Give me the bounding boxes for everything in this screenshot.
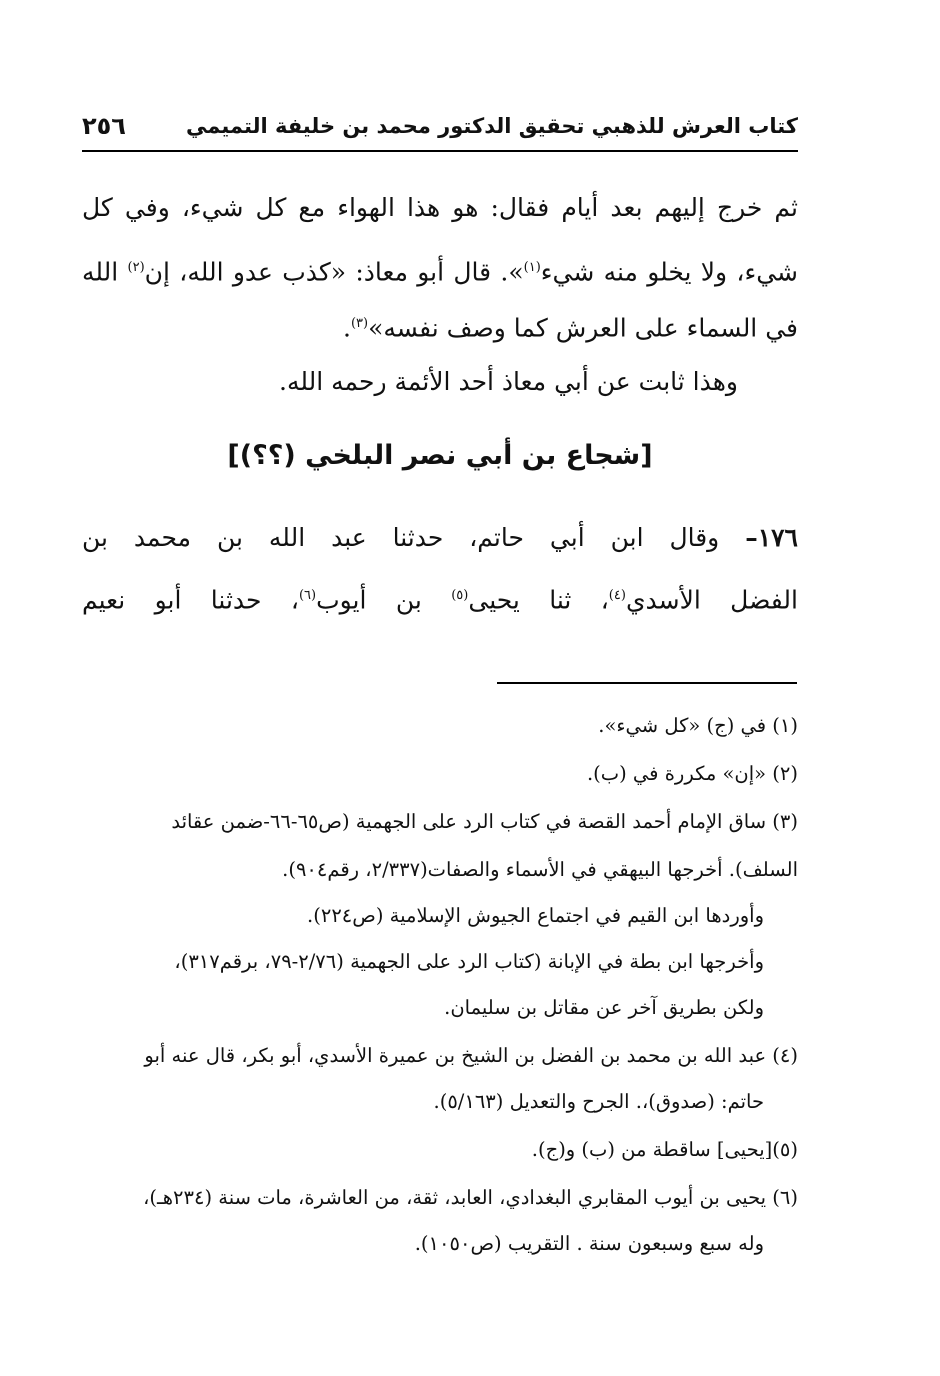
body-line-6 xyxy=(82,576,798,620)
footnote-ref-5[interactable]: (٥) xyxy=(451,588,469,603)
page-number: ٢٥٦ xyxy=(82,112,126,140)
footnote-separator xyxy=(497,682,797,684)
body-text: في السماء على العرش كما وصف نفسه» xyxy=(368,313,798,343)
body-text: ، ثنا يحيى xyxy=(468,585,609,615)
body-line-3 xyxy=(82,304,798,348)
footnote-4-line-2: حاتم: (صدوق)،. الجرح والتعديل (٥/١٦٣). xyxy=(433,1090,764,1113)
body-text: وقال ابن أبي حاتم، حدثنا عبد الله بن محمد بن xyxy=(82,523,746,552)
body-text: بن أيوب xyxy=(316,585,452,615)
footnote-ref-2[interactable]: (٢) xyxy=(127,260,145,275)
footnote-3-line-3: وأوردها ابن القيم في اجتماع الجيوش الإسلامية (ص٢٢٤). xyxy=(307,904,764,927)
body-text: الله xyxy=(82,257,128,287)
body-text: ». قال أبو معاذ: «كذب عدو الله، إن xyxy=(144,257,524,287)
footnote-2: (٢) «إن» مكررة في (ب). xyxy=(586,762,798,785)
footnote-6-line-2: وله سبع وسبعون سنة . التقريب (ص١٠٥٠). xyxy=(414,1232,764,1255)
body-text: الفضل الأسدي xyxy=(625,585,798,615)
body-text: . xyxy=(343,313,351,343)
body-line-2 xyxy=(82,248,798,292)
body-text: وهذا ثابت عن أبي معاذ أحد الأئمة رحمه الله. xyxy=(279,367,738,396)
footnote-4-line-1: (٤) عبد الله بن محمد بن الفضل بن الشيخ بن عميرة الأسدي، أبو بكر، قال عنه أبو xyxy=(144,1044,798,1067)
page-header xyxy=(82,104,798,148)
footnote-5: (٥)[يحيى] ساقطة من (ب) و(ج). xyxy=(531,1138,798,1161)
footnote-3-line-4: وأخرجها ابن بطة في الإبانة (كتاب الرد على الجهمية (٢/٧٦-٧٩، برقم٣١٧)، xyxy=(174,950,764,973)
body-line-5 xyxy=(82,518,798,558)
footnote-ref-1[interactable]: (١) xyxy=(523,260,541,275)
item-number: ١٧٦– xyxy=(745,523,798,552)
body-line-1 xyxy=(82,188,798,228)
footnote-3-line-5: ولكن بطريق آخر عن مقاتل بن سليمان. xyxy=(444,996,764,1019)
footnote-1: (١) في (ج) «كل شيء». xyxy=(598,714,798,737)
running-title: كتاب العرش للذهبي تحقيق الدكتور محمد بن خليفة التميمي xyxy=(186,114,798,138)
footnote-ref-6[interactable]: (٦) xyxy=(298,588,317,603)
footnote-6-line-1: (٦) يحيى بن أيوب المقابري البغدادي، العابد، ثقة، من العاشرة، مات سنة (٢٣٤هـ)، xyxy=(143,1186,798,1209)
body-text: شيء، ولا يخلو منه شيء xyxy=(540,257,798,287)
body-line-4 xyxy=(82,362,798,402)
section-heading: [شجاع بن أبي نصر البلخي (؟؟)] xyxy=(227,440,653,471)
body-text: ، حدثنا أبو نعيم xyxy=(82,585,299,615)
footnote-ref-4[interactable]: (٤) xyxy=(608,588,626,603)
footnote-3-line-1: (٣) ساق الإمام أحمد القصة في كتاب الرد على الجهمية (ص٦٥-٦٦-ضمن عقائد xyxy=(171,810,798,833)
header-rule xyxy=(82,150,798,152)
footnote-ref-3[interactable]: (٣) xyxy=(350,316,369,331)
footnote-3-line-2: السلف). أخرجها البيهقي في الأسماء والصفات(٢/٣٣٧، رقم٩٠٤). xyxy=(282,858,798,881)
body-text: ثم خرج إليهم بعد أيام فقال: هو هذا الهواء مع كل شيء، وفي كل xyxy=(82,193,798,222)
